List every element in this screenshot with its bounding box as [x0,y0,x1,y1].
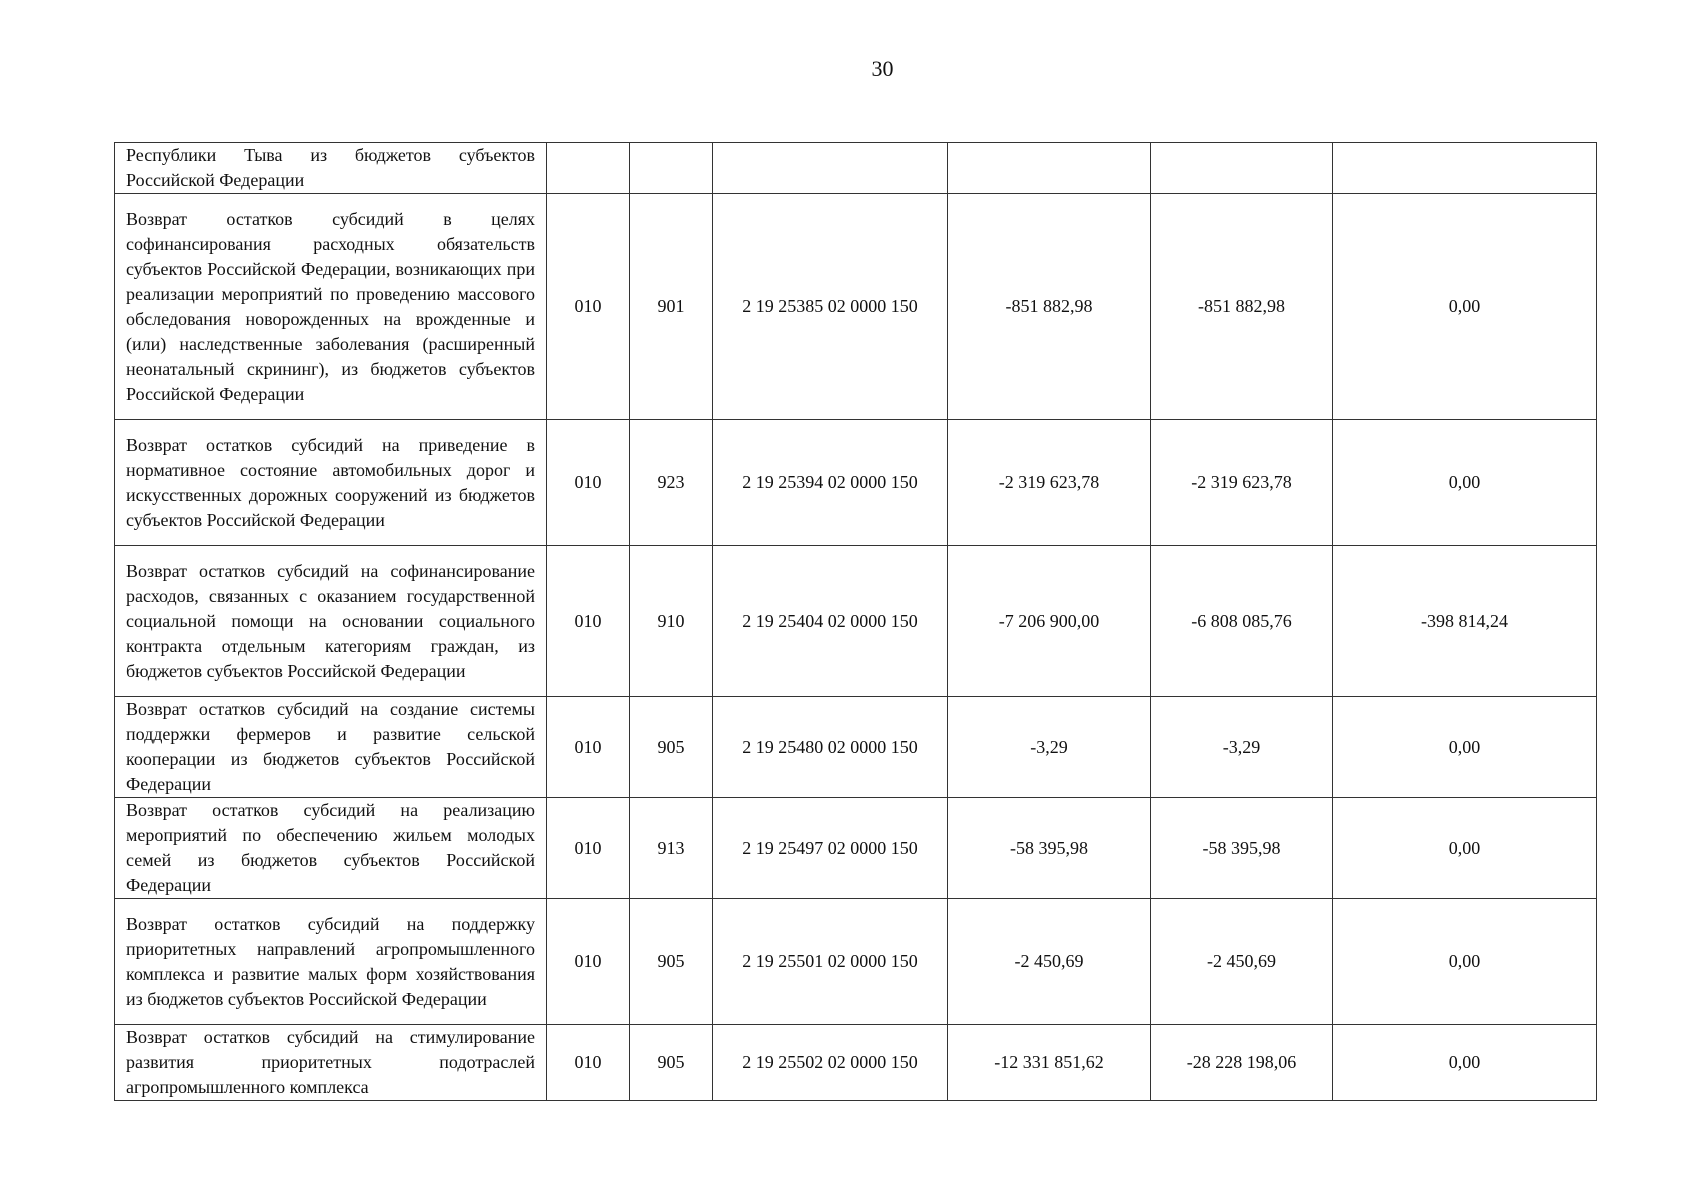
row-kbk: 2 19 25404 02 0000 150 [713,546,948,697]
table-row [115,546,1597,697]
row-amount-2: -2 450,69 [1151,899,1333,1025]
row-amount-1: -58 395,98 [948,798,1151,899]
table-row [115,420,1597,546]
row-code-1: 010 [547,546,630,697]
row-code-2: 905 [630,1025,713,1101]
row-amount-2: -851 882,98 [1151,194,1333,420]
row-code-2: 913 [630,798,713,899]
row-description: Республики Тыва из бюджетов субъектов Российской Федерации [115,143,547,194]
row-amount-1: -7 206 900,00 [948,546,1151,697]
row-code-2: 923 [630,420,713,546]
row-description: Возврат остатков субсидий на софинансирование расходов, связанных с оказанием государственной социальной помощи на основании социального контракта отдельным категориям граждан, из бюджетов субъектов Российской Федерации [115,546,547,697]
table-row [115,899,1597,1025]
budget-table [114,142,1597,1101]
row-code-2 [630,143,713,194]
row-kbk: 2 19 25501 02 0000 150 [713,899,948,1025]
row-description: Возврат остатков субсидий на реализацию мероприятий по обеспечению жильем молодых семей из бюджетов субъектов Российской Федерации [115,798,547,899]
table-row [115,697,1597,798]
page-number: 30 [871,56,894,81]
row-amount-3 [1333,143,1597,194]
row-description: Возврат остатков субсидий на создание системы поддержки фермеров и развитие сельской кооперации из бюджетов субъектов Российской Федерации [115,697,547,798]
table-row [115,143,1597,194]
row-amount-3: 0,00 [1333,798,1597,899]
row-kbk: 2 19 25502 02 0000 150 [713,1025,948,1101]
row-kbk: 2 19 25385 02 0000 150 [713,194,948,420]
row-code-1: 010 [547,798,630,899]
row-code-1 [547,143,630,194]
row-code-2: 905 [630,899,713,1025]
row-kbk: 2 19 25394 02 0000 150 [713,420,948,546]
row-description: Возврат остатков субсидий в целях софинансирования расходных обязательств субъектов Российской Федерации, возникающих при реализации мероприятий по проведению массового обследования новорожденных на врожденные и (или) наследственные заболевания (расширенный неонатальный скрининг), из бюджетов субъектов Российской Федерации [115,194,547,420]
row-amount-2: -3,29 [1151,697,1333,798]
row-amount-1: -12 331 851,62 [948,1025,1151,1101]
row-kbk [713,143,948,194]
row-amount-2 [1151,143,1333,194]
row-description: Возврат остатков субсидий на стимулирование развития приоритетных подотраслей агропромышленного комплекса [115,1025,547,1101]
row-amount-3: 0,00 [1333,420,1597,546]
table-row [115,798,1597,899]
row-amount-2: -28 228 198,06 [1151,1025,1333,1101]
row-code-1: 010 [547,899,630,1025]
row-code-2: 910 [630,546,713,697]
row-amount-1: -2 450,69 [948,899,1151,1025]
row-code-1: 010 [547,697,630,798]
row-amount-3: 0,00 [1333,1025,1597,1101]
row-amount-1: -3,29 [948,697,1151,798]
table-row [115,1025,1597,1101]
row-code-2: 901 [630,194,713,420]
row-amount-2: -58 395,98 [1151,798,1333,899]
row-kbk: 2 19 25480 02 0000 150 [713,697,948,798]
row-amount-3: 0,00 [1333,697,1597,798]
row-code-1: 010 [547,1025,630,1101]
row-amount-1 [948,143,1151,194]
row-amount-2: -6 808 085,76 [1151,546,1333,697]
row-code-1: 010 [547,420,630,546]
row-description: Возврат остатков субсидий на приведение в нормативное состояние автомобильных дорог и искусственных дорожных сооружений из бюджетов субъектов Российской Федерации [115,420,547,546]
row-amount-3: 0,00 [1333,194,1597,420]
row-amount-3: -398 814,24 [1333,546,1597,697]
row-kbk: 2 19 25497 02 0000 150 [713,798,948,899]
row-amount-2: -2 319 623,78 [1151,420,1333,546]
table-row [115,194,1597,420]
row-code-1: 010 [547,194,630,420]
row-code-2: 905 [630,697,713,798]
row-description: Возврат остатков субсидий на поддержку приоритетных направлений агропромышленного комплекса и развитие малых форм хозяйствования из бюджетов субъектов Российской Федерации [115,899,547,1025]
row-amount-3: 0,00 [1333,899,1597,1025]
row-amount-1: -2 319 623,78 [948,420,1151,546]
row-amount-1: -851 882,98 [948,194,1151,420]
